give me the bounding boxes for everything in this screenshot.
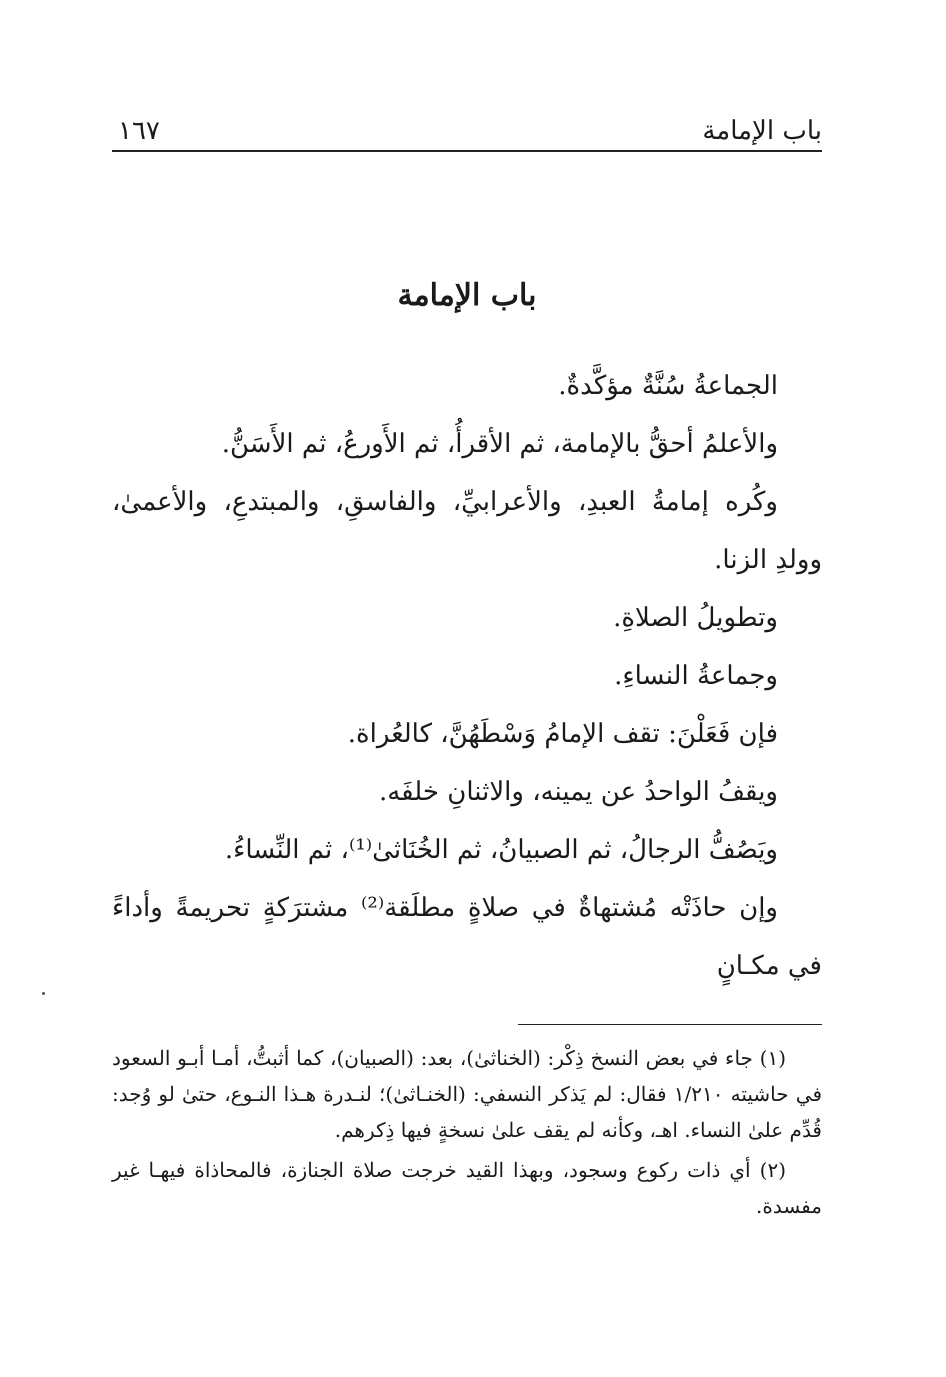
paragraph: وتطويلُ الصلاةِ. [613,603,778,633]
paragraph: والأعلمُ أحقُّ بالإمامة، ثم الأقرأُ، ثم الأَورعُ، ثم الأَسَنُّ. [221,429,778,459]
running-head [112,112,822,152]
footnote: (٢) أي ذات ركوع وسجود، وبهذا القيد خرجت صلاة الجنازة، فالمحاذاة فيهـا غير مفسدة. [112,1158,822,1218]
paragraph: وإن حاذَتْه مُشتهاةٌ في صلاةٍ مطلَقة⁽²⁾ مشترَكةٍ تحريمةً وأداءً في مكـانٍ [112,893,822,981]
paragraph: فإن فَعَلْنَ: تقف الإمامُ وَسْطَهُنَّ، كالعُراة. [347,719,778,749]
ink-speck [42,992,45,995]
paragraph: ويَصُفُّ الرجالُ، ثم الصبيانُ، ثم الخُنَاثىٰ⁽¹⁾، ثم النِّساءُ. [224,835,778,865]
footnotes [112,1040,822,1228]
paragraph: وكُره إمامةُ العبدِ، والأعرابيِّ، والفاسقِ، والمبتدعِ، والأعمىٰ، وولدِ الزنا. [112,487,822,575]
header-rule [112,150,822,152]
page-number: ١٦٧ [118,116,160,146]
paragraph: ويقفُ الواحدُ عن يمينه، والاثنانِ خلفَه. [378,777,778,807]
footnote: (١) جاء في بعض النسخ ذِكْر: (الخناثىٰ)، بعد: (الصبيان)، كما أثبتُّ، أمـا أبـو السعود في حاشيته ١/٢١٠ فقال: لم يَذكر النسفي: (الخنـاثىٰ)؛ لنـدرة هـذا النـوع، حتىٰ لو وُجد: قُدِّم علىٰ النساء. اهـ، وكأنه لم يقف علىٰ نسخةٍ فيها ذِكرهم. [112,1046,823,1142]
main-text [112,357,822,995]
running-title: باب الإمامة [702,116,822,146]
chapter-title: باب الإمامة [397,278,537,313]
paragraph: وجماعةُ النساءِ. [614,661,778,691]
paragraph: الجماعةُ سُنَّةٌ مؤكَّدةٌ. [558,371,778,401]
footnote-rule [518,1024,822,1025]
